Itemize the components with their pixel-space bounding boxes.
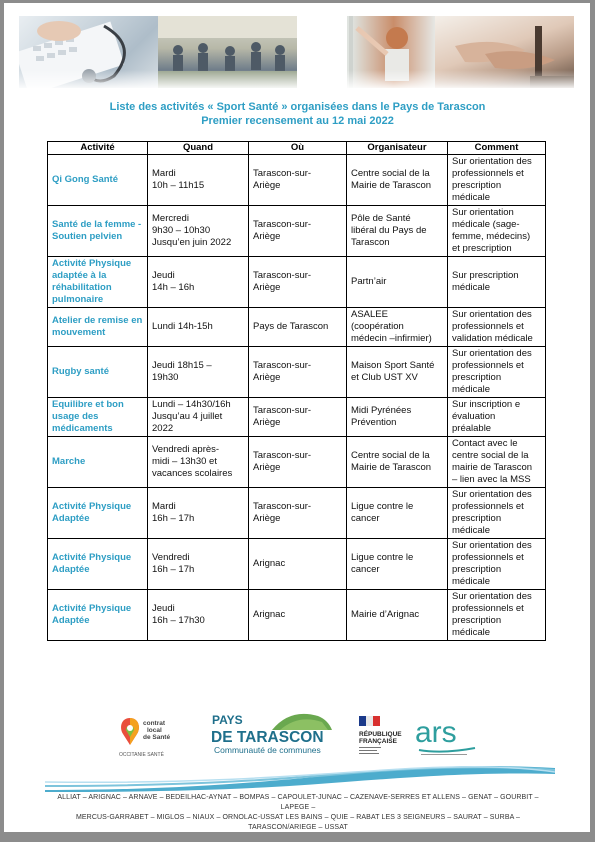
table-cell-activite: Activité Physique Adaptée <box>48 488 148 539</box>
header-photo-banner <box>19 16 574 88</box>
page-border-bottom <box>0 832 595 842</box>
cell-line: professionnels et <box>452 501 524 512</box>
table-row <box>48 488 546 539</box>
cell-line: Sur orientation des <box>452 489 532 500</box>
table-cell-ou <box>249 257 347 308</box>
photo-keyboard-stethoscope <box>19 16 158 88</box>
table-cell-ou <box>249 347 347 398</box>
table-cell-ou <box>249 206 347 257</box>
cell-line: 14h – 16h <box>152 282 195 293</box>
cell-line: Ligue contre le <box>351 501 414 512</box>
table-row <box>48 347 546 398</box>
table-cell-organisateur <box>347 488 448 539</box>
cell-line: Sur orientation des <box>452 309 532 320</box>
cell-line: et Club UST XV <box>351 372 418 383</box>
cell-line: et prescription <box>452 243 512 254</box>
table-cell-quand <box>148 488 249 539</box>
table-cell-comment <box>448 155 546 206</box>
table-cell-comment <box>448 539 546 590</box>
cell-line: Ariège <box>253 231 281 242</box>
table-cell-quand <box>148 206 249 257</box>
table-cell-organisateur <box>347 539 448 590</box>
table-cell-organisateur <box>347 206 448 257</box>
cell-line: Sur orientation des <box>452 540 532 551</box>
pays-logo-line1: PAYS <box>212 713 243 727</box>
cell-line: Pays de Tarascon <box>253 321 329 332</box>
cell-line: médicale <box>452 627 491 638</box>
cell-line: préalable <box>452 423 492 434</box>
table-cell-organisateur <box>347 308 448 347</box>
cell-line: Mardi <box>152 501 176 512</box>
cell-line: 2022 <box>152 423 174 434</box>
cell-line: Arignac <box>253 558 286 569</box>
cell-line: médicale <box>452 192 491 203</box>
cell-line: prescription <box>452 372 502 383</box>
cell-line: Tarascon <box>351 237 390 248</box>
cell-line: 19h30 <box>152 372 179 383</box>
photo-group-exercise <box>158 16 297 88</box>
table-cell-activite: Activité Physique adaptée à la réhabilitation pulmonaire <box>48 257 148 308</box>
cell-line: Tarascon-sur- <box>253 360 312 371</box>
cell-line: cancer <box>351 564 380 575</box>
table-row <box>48 308 546 347</box>
cell-line: Mairie de Tarascon <box>351 180 432 191</box>
table-cell-ou <box>249 488 347 539</box>
member-communes-list <box>48 793 548 833</box>
cell-line: 16h – 17h <box>152 564 195 575</box>
communes-line-2: MERCUS-GARRABET – MIGLOS – NIAUX – ORNOLAC-USSAT LES BAINS – QUIE – RABAT LES 3 SEIGNEURS – SAURAT – SURBA – TARASCON/ARIEGE – USSAT <box>75 814 521 831</box>
cell-line: femme, médecins) <box>452 231 531 242</box>
contrat-local-sante-logo <box>118 712 188 762</box>
table-row <box>48 398 546 437</box>
table-row <box>48 590 546 641</box>
cell-line: Ariège <box>253 372 281 383</box>
cell-line: Sur prescription <box>452 270 519 281</box>
cell-line: Sur inscription e <box>452 399 521 410</box>
table-cell-quand <box>148 257 249 308</box>
table-cell-quand <box>148 539 249 590</box>
cell-line: prescription <box>452 564 502 575</box>
table-cell-organisateur <box>347 590 448 641</box>
contrat-logo-line2: local <box>147 727 162 734</box>
table-row <box>48 437 546 488</box>
column-header-comment: Comment <box>448 142 546 155</box>
column-header-organisateur: Organisateur <box>347 142 448 155</box>
cell-line: professionnels et <box>452 603 524 614</box>
table-cell-organisateur <box>347 437 448 488</box>
cell-line: Mercredi <box>152 213 189 224</box>
cell-line: évaluation <box>452 411 496 422</box>
table-cell-quand <box>148 590 249 641</box>
table-cell-activite: Qi Gong Santé <box>48 155 148 206</box>
table-cell-comment <box>448 590 546 641</box>
cell-line: Centre social de la <box>351 168 430 179</box>
cell-line: Sur orientation <box>452 207 514 218</box>
contrat-logo-region: OCCITANIE SANTÉ <box>119 752 164 758</box>
ars-logo-text: ars <box>415 716 457 749</box>
cell-line: libéral du Pays de <box>351 225 427 236</box>
cell-line: prescription <box>452 615 502 626</box>
communes-line-1: ALLIAT – ARIGNAC – ARNAVE – BEDEILHAC-AYNAT – BOMPAS – CAPOULET-JUNAC – CAZENAVE-SERRES ET ALLENS – GENAT – GOURBIT – LAPEGE – <box>57 794 539 811</box>
table-cell-quand <box>148 308 249 347</box>
rf-logo-line2: FRANÇAISE <box>359 738 397 745</box>
table-cell-activite: Activité Physique Adaptée <box>48 590 148 641</box>
cell-line: Tarascon-sur- <box>253 405 312 416</box>
document-subtitle: Premier recensement au 12 mai 2022 <box>201 115 394 127</box>
table-row <box>48 539 546 590</box>
rf-logo-line1: RÉPUBLIQUE <box>359 731 402 738</box>
table-cell-ou <box>249 398 347 437</box>
cell-line: Ariège <box>253 180 281 191</box>
photo-elderly-hands-cane <box>435 16 574 88</box>
cell-line: médicale <box>452 576 491 587</box>
cell-line: Arignac <box>253 609 286 620</box>
photo-window-stretch <box>297 16 436 88</box>
table-row <box>48 155 546 206</box>
cell-line: Jusqu’en juin 2022 <box>152 237 232 248</box>
partner-logos <box>0 704 595 764</box>
cell-line: Partn’air <box>351 276 387 287</box>
cell-line: Jeudi <box>152 603 175 614</box>
cell-line: professionnels et <box>452 360 524 371</box>
table-cell-comment <box>448 398 546 437</box>
cell-line: Ariège <box>253 282 281 293</box>
cell-line: Centre social de la <box>351 450 430 461</box>
table-cell-organisateur <box>347 347 448 398</box>
table-cell-comment <box>448 347 546 398</box>
table-cell-ou <box>249 437 347 488</box>
republique-francaise-logo <box>357 714 409 758</box>
table-cell-comment <box>448 488 546 539</box>
pays-logo-line2: DE TARASCON <box>211 729 324 746</box>
activities-table <box>47 141 546 641</box>
table-cell-comment <box>448 206 546 257</box>
cell-line: Lundi 14h-15h <box>152 321 213 332</box>
table-cell-organisateur <box>347 155 448 206</box>
cell-line: Mairie d’Arignac <box>351 609 420 620</box>
cell-line: Maison Sport Santé <box>351 360 435 371</box>
cell-line: Tarascon-sur- <box>253 168 312 179</box>
cell-line: ASALEE <box>351 309 388 320</box>
cell-line: médicale <box>452 282 491 293</box>
cell-line: prescription <box>452 180 502 191</box>
cell-line: 9h30 – 10h30 <box>152 225 211 236</box>
cell-line: Vendredi après- <box>152 444 220 455</box>
table-header-row <box>48 142 546 155</box>
cell-line: médicale (sage- <box>452 219 520 230</box>
table-cell-activite: Marche <box>48 437 148 488</box>
contrat-logo-line3: de Santé <box>143 734 171 741</box>
column-header-activite: Activité <box>48 142 148 155</box>
cell-line: 16h – 17h30 <box>152 615 205 626</box>
cell-line: médicale <box>452 525 491 536</box>
cell-line: – lien avec la MSS <box>452 474 531 485</box>
cell-line: Tarascon-sur- <box>253 450 312 461</box>
cell-line: Tarascon-sur- <box>253 219 312 230</box>
pays-logo-line3: Communauté de communes <box>214 745 321 755</box>
table-row <box>48 206 546 257</box>
table-cell-comment <box>448 308 546 347</box>
table-cell-quand <box>148 398 249 437</box>
cell-line: Sur orientation des <box>452 591 532 602</box>
table-cell-organisateur <box>347 398 448 437</box>
table-cell-activite: Equilibre et bon usage des médicaments <box>48 398 148 437</box>
cell-line: Vendredi <box>152 552 190 563</box>
cell-line: Ariège <box>253 462 281 473</box>
table-cell-activite: Rugby santé <box>48 347 148 398</box>
table-cell-quand <box>148 347 249 398</box>
document-title-block <box>0 100 595 128</box>
cell-line: Sur orientation des <box>452 156 532 167</box>
cell-line: Jeudi <box>152 270 175 281</box>
table-cell-organisateur <box>347 257 448 308</box>
ars-logo <box>413 710 483 760</box>
contrat-logo-line1: contrat <box>143 720 166 727</box>
cell-line: centre social de la <box>452 450 529 461</box>
cell-line: Lundi – 14h30/16h <box>152 399 231 410</box>
cell-line: Ariège <box>253 513 281 524</box>
cell-line: Tarascon-sur- <box>253 501 312 512</box>
cell-line: Prévention <box>351 417 397 428</box>
cell-line: (coopération <box>351 321 404 332</box>
cell-line: médecin –infirmier) <box>351 333 432 344</box>
cell-line: cancer <box>351 513 380 524</box>
footer-decorative-wave <box>45 762 555 792</box>
column-header-quand: Quand <box>148 142 249 155</box>
table-body <box>48 155 546 641</box>
cell-line: Contact avec le <box>452 438 518 449</box>
cell-line: professionnels et <box>452 552 524 563</box>
table-cell-comment <box>448 437 546 488</box>
table-cell-activite: Santé de la femme - Soutien pelvien <box>48 206 148 257</box>
table-cell-ou <box>249 308 347 347</box>
cell-line: vacances scolaires <box>152 468 233 479</box>
cell-line: Sur orientation des <box>452 348 532 359</box>
column-header-ou: Où <box>249 142 347 155</box>
table-cell-ou <box>249 539 347 590</box>
cell-line: Ligue contre le <box>351 552 414 563</box>
cell-line: Mardi <box>152 168 176 179</box>
page-border-top <box>0 0 595 3</box>
cell-line: Mairie de Tarascon <box>351 462 432 473</box>
table-cell-activite: Atelier de remise en mouvement <box>48 308 148 347</box>
cell-line: professionnels et <box>452 168 524 179</box>
cell-line: prescription <box>452 513 502 524</box>
table-cell-ou <box>249 155 347 206</box>
cell-line: Midi Pyrénées <box>351 405 412 416</box>
table-cell-comment <box>448 257 546 308</box>
cell-line: Ariège <box>253 417 281 428</box>
cell-line: Tarascon-sur- <box>253 270 312 281</box>
cell-line: Pôle de Santé <box>351 213 411 224</box>
cell-line: mairie de Tarascon <box>452 462 533 473</box>
pays-de-tarascon-logo <box>210 708 335 760</box>
table-cell-quand <box>148 155 249 206</box>
table-cell-quand <box>148 437 249 488</box>
document-title: Liste des activités « Sport Santé » organisées dans le Pays de Tarascon <box>109 101 486 113</box>
cell-line: 10h – 11h15 <box>152 180 205 191</box>
table-cell-activite: Activité Physique Adaptée <box>48 539 148 590</box>
cell-line: professionnels et <box>452 321 524 332</box>
cell-line: validation médicale <box>452 333 533 344</box>
cell-line: Jeudi 18h15 – <box>152 360 212 371</box>
cell-line: 16h – 17h <box>152 513 195 524</box>
cell-line: Jusqu’au 4 juillet <box>152 411 223 422</box>
cell-line: midi – 13h30 et <box>152 456 217 467</box>
table-cell-ou <box>249 590 347 641</box>
cell-line: médicale <box>452 384 491 395</box>
table-row <box>48 257 546 308</box>
